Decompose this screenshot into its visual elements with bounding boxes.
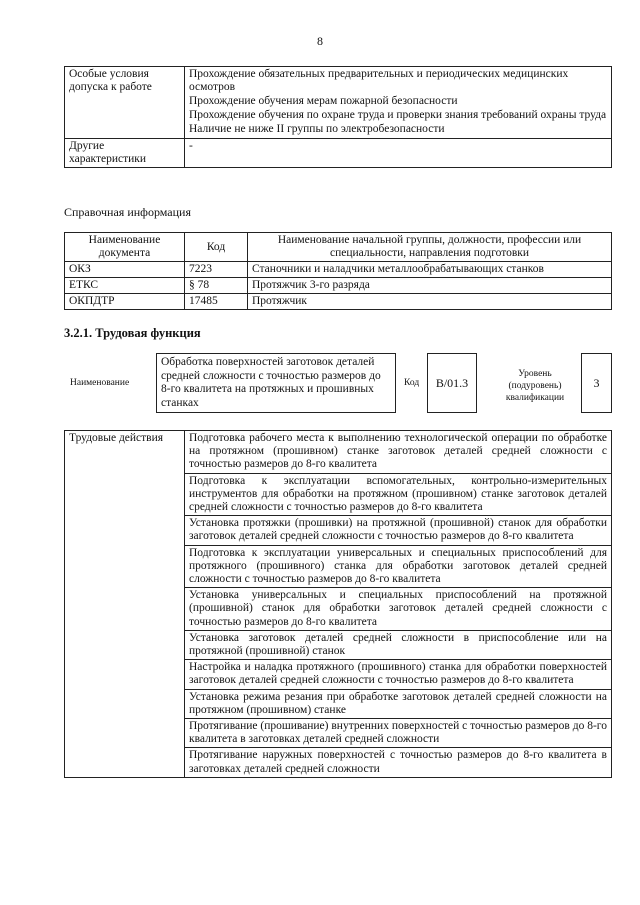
labor-action: Протягивание (прошивание) внутренних поверхностей с точностью размеров до 8-го квалитета в заготовках деталей средней сложности (185, 719, 612, 748)
table-row (65, 431, 612, 474)
table-cell: Станочники и наладчики металлообрабатывающих станков (248, 262, 612, 278)
condition-line: Прохождение обязательных предварительных и периодических медицинских осмотров (189, 68, 569, 93)
condition-line: Наличие не ниже II группы по электробезопасности (189, 123, 445, 135)
table-row (65, 278, 612, 294)
table-row (65, 262, 612, 278)
table-row (65, 139, 612, 168)
condition-line: Прохождение обучения по охране труда и проверки знания требований охраны труда (189, 109, 607, 121)
table-cell: 17485 (185, 294, 248, 310)
other-characteristics-label: Другие характеристики (65, 139, 185, 168)
labor-action: Установка режима резания при обработке заготовок деталей средней сложности на протяжном (прошивном) станке (185, 689, 612, 718)
labor-action: Протягивание наружных поверхностей с точностью размеров до 8-го квалитета в заготовках деталей средней сложности (185, 748, 612, 777)
table-row (65, 67, 612, 139)
qualification-level-value: 3 (581, 353, 612, 413)
function-heading: 3.2.1. Трудовая функция (64, 326, 201, 340)
table-cell: ОКЗ (65, 262, 185, 278)
condition-line: Прохождение обучения мерам пожарной безопасности (189, 95, 458, 107)
other-characteristics-value: - (185, 139, 612, 168)
column-header: Код (185, 233, 248, 262)
qualification-level-label: Уровень (подуровень) квалификации (505, 369, 565, 403)
conditions-values (185, 67, 612, 139)
table-cell: Протяжчик (248, 294, 612, 310)
table-cell: ОКПДТР (65, 294, 185, 310)
conditions-table (64, 66, 612, 168)
reference-title: Справочная информация (64, 205, 191, 219)
conditions-label: Особые условия допуска к работе (65, 67, 185, 139)
reference-table (64, 232, 612, 310)
column-header: Наименование начальной группы, должности, профессии или специальности, направления подготовки (248, 233, 612, 262)
labor-action: Подготовка к эксплуатации универсальных и специальных приспособлений для протяжного (прошивного) станка для обработки заготовок деталей средней сложности с точностью размеров до 8-го квалитета (185, 545, 612, 588)
column-header: Наименование документа (65, 233, 185, 262)
table-header-row (65, 233, 612, 262)
labor-action: Настройка и наладка протяжного (прошивного) станка для обработки поверхностей заготовок деталей средней сложности с точностью размеров до 8-го квалитета (185, 660, 612, 689)
labor-action: Установка заготовок деталей средней сложности в приспособление или на протяжной (прошивной) станок (185, 630, 612, 659)
function-code-label: Код (404, 378, 420, 388)
labor-action: Подготовка рабочего места к выполнению технологической операции по обработке на протяжном (прошивном) станке заготовок деталей средней сложности с точностью размеров до 8-го квалитета (185, 431, 612, 474)
labor-action: Установка универсальных и специальных приспособлений на протяжной (прошивной) станок для обработки заготовок деталей средней сложности с точностью размеров до 8-го квалитета (185, 588, 612, 631)
table-cell: 7223 (185, 262, 248, 278)
table-cell: § 78 (185, 278, 248, 294)
function-name-value: Обработка поверхностей заготовок деталей средней сложности с точностью размеров до 8-го квалитета на протяжных и прошивных станках (156, 353, 396, 413)
table-row (65, 294, 612, 310)
labor-action: Установка протяжки (прошивки) на протяжной (прошивной) станок для обработки заготовок деталей средней сложности с точностью размеров до 8-го квалитета (185, 516, 612, 545)
labor-actions-label: Трудовые действия (65, 431, 185, 778)
table-cell: Протяжчик 3-го разряда (248, 278, 612, 294)
labor-actions-table (64, 430, 612, 778)
labor-action: Подготовка к эксплуатации вспомогательных, контрольно-измерительных инструментов для обработки на протяжном (прошивном) станке заготовок деталей средней сложности с точностью размеров до 8-го квалитета (185, 473, 612, 516)
function-code-value: B/01.3 (427, 353, 477, 413)
page-number: 8 (317, 34, 323, 48)
function-name-label: Наименование (70, 378, 130, 388)
table-cell: ЕТКС (65, 278, 185, 294)
